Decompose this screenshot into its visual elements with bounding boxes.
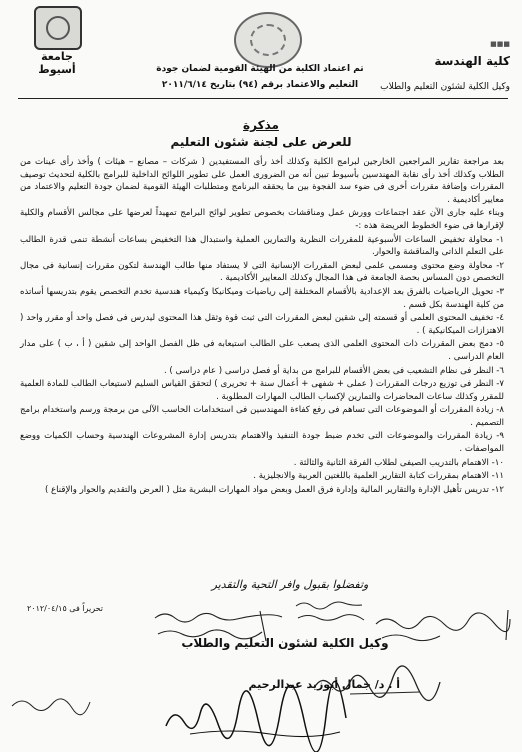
memo-title: مذكرة [243, 118, 279, 132]
list-item-8: ٨- زيادة المقررات أو الموضوعات التى تساهم فى رفع كفاءة المهندسين فى استخدامات الحاسب الآلى من برمجة ورسم واستخدام برامج التصميم . [20, 405, 504, 428]
list-item-7: ٧- النظر فى توزيع درجات المقررات ( عملى + شفهى + أعمال سنة + تحريرى ) لتحقق القياس السليم لاستيعاب الطالب للمادة العلمية للمقرر وكذلك ساعات المحاضرات والتمارين لإكساب الطالب المهارات المطلوبة . [20, 379, 504, 402]
list-item-9: ٩- زيادة المقررات والموضوعات التى تخدم ضبط جودة التنفيذ والاهتمام بتدريس إدارة المشروعات الهندسية وحساب الكميات ووضع المواصفات . [20, 431, 504, 455]
list-item-4: ٤- تخفيف المحتوى العلمى أو قسمته إلى شقين لبعض المقررات التى ثبت قوة وثقل هذا المحتوى ليدرس فى فصل واحد أو مقرر واحد ( الاهتزازات الميكانيكية ) . [20, 313, 504, 336]
faculty-header [380, 40, 510, 92]
university-name: جامعة أسيوط [38, 50, 76, 76]
list-item-10: ١٠- الاهتمام بالتدريب الصيفى لطلاب الفرقة الثانية والثالثة . [293, 457, 504, 468]
handwritten-note-right-icon [372, 606, 517, 646]
handwritten-signature-right-icon [310, 668, 450, 698]
list-item-12: ١٢- تدريس تأهيل الإدارة والتقارير المالية وإدارة فرق العمل وبعض مواد المهارات البشرية مثل ( العرض والتقديم والحوار والإقناع ) [44, 484, 504, 495]
list-item-1: ١- محاولة تخفيض الساعات الأسبوعية للمقررات النظرية والتمارين العملية واستبدال هذا التخفيض بساعات أنشطة تنمى قدرة الطالب على التعلم الذاتى والمناقشة والحوار. [20, 234, 504, 258]
handwritten-note-center [292, 598, 382, 632]
closing-line: وتفضلوا بقبول وافر التحية والتقدير [211, 578, 369, 591]
accreditation-line-1: تم اعتماد الكلية من الهيئة القومية لضمان جودة [156, 64, 364, 74]
handwritten-mark-left [8, 690, 98, 724]
memo-subtitle: للعرض على لجنة شئون التعليم [170, 135, 352, 149]
list-item-2: ٢- محاولة وضع محتوى ومسمى علمى لبعض المقررات الإنسانية التى لا يستفاد منها طالب الهندسة لتكون مقررات إنسانية فى مجال التخصص دون المساس بحصة الجامعة فى هذا المجال وكذلك المعايير الأكاديمية . [20, 260, 504, 284]
handwritten-note-left [150, 606, 290, 650]
list-item-6: ٦- النظر فى نظام التشعيب فى بعض الأقسام للبرامج من بداية أو فصل دراسى ( عام دراسى ) . [163, 365, 504, 376]
university-header [22, 50, 92, 76]
faculty-logo-icon: ■■■ [490, 40, 510, 48]
faculty-name: كلية الهندسة [434, 54, 510, 68]
list-item-5: ٥- دمج بعض المقررات ذات المحتوى العلمى الذى يصعب على الطالب استيعابه فى ظل الفصل الواحد إلى شقين ( أ ، ب ) على مدار العام الدراسى . [20, 339, 504, 362]
signatory-role: وكيل الكلية لشئون التعليم والطلاب [181, 636, 389, 650]
memo-body [20, 156, 504, 497]
accreditation-header [150, 64, 370, 90]
intro-paragraph-2: وبناء عليه جارى الآن عقد اجتماعات وورش عمل ومناقشات بخصوص تطوير لوائح البرامج تمهيداً لعرضها على مجالس الأقسام والكلية لإقرارها فى ضوء الخطوط العريضة هذه :- [20, 208, 504, 231]
signatory-name: أ . د/ جمال أبوزيد عبدالرحيم [248, 678, 400, 691]
university-seal-icon [34, 6, 82, 50]
handwritten-note-center-icon [292, 598, 382, 628]
memo-date: تحريراً فى ٢٠١٢/٠٤/١٥ [26, 604, 103, 613]
memo-titles [0, 118, 522, 149]
accreditation-line-2: التعليم والاعتماد برقم (٩٤) بتاريخ ٢٠١١/٦/١٤ [161, 80, 359, 90]
handwritten-signature-bottom [160, 700, 360, 744]
handwritten-mark-left-icon [8, 690, 98, 720]
vice-dean-office: وكيل الكلية لشئون التعليم والطلاب [380, 82, 510, 92]
header-divider [18, 98, 508, 99]
accreditation-seal-icon [234, 12, 302, 68]
intro-paragraph-1: بعد مراجعة تقارير المراجعين الخارجين لبرامج الكلية وكذلك أخذ رأى المستفيدين ( شركات – مصانع – هيئات ) وأخذ رأى عينات من الطلاب وكذلك أخذ رأى نقابة المهندسين بأسيوط تبين أنه من الضرورى العمل على تطوير اللوائح الداخلية للبرامج بالكلية لتحديث توصيف المقررات وإضافة مقررات أخرى فى ضوء سد الفجوة بين ما يحققه البرنامج ومتطلبات الهيئة القومية لضمان جودة التعليم والاعتماد من معايير أكاديمية . [20, 157, 504, 205]
handwritten-signature-right [310, 668, 450, 702]
list-item-3: ٣- تحويل الرياضيات بالفرق بعد الإعدادية بالأقسام المختلفة إلى رياضيات وميكانيكا وكيمياء هندسية تخدم التخصص يقوم بتدريسها أساتذه من كلية الهندسة بكل قسم . [20, 286, 504, 310]
list-item-11: ١١- الاهتمام بمقررات كتابة التقارير العلمية باللغتين العربية والانجليزية . [253, 471, 504, 482]
handwritten-note-right [372, 606, 517, 650]
handwritten-note-left-icon [150, 606, 290, 646]
handwritten-signature-bottom-icon [160, 700, 360, 740]
